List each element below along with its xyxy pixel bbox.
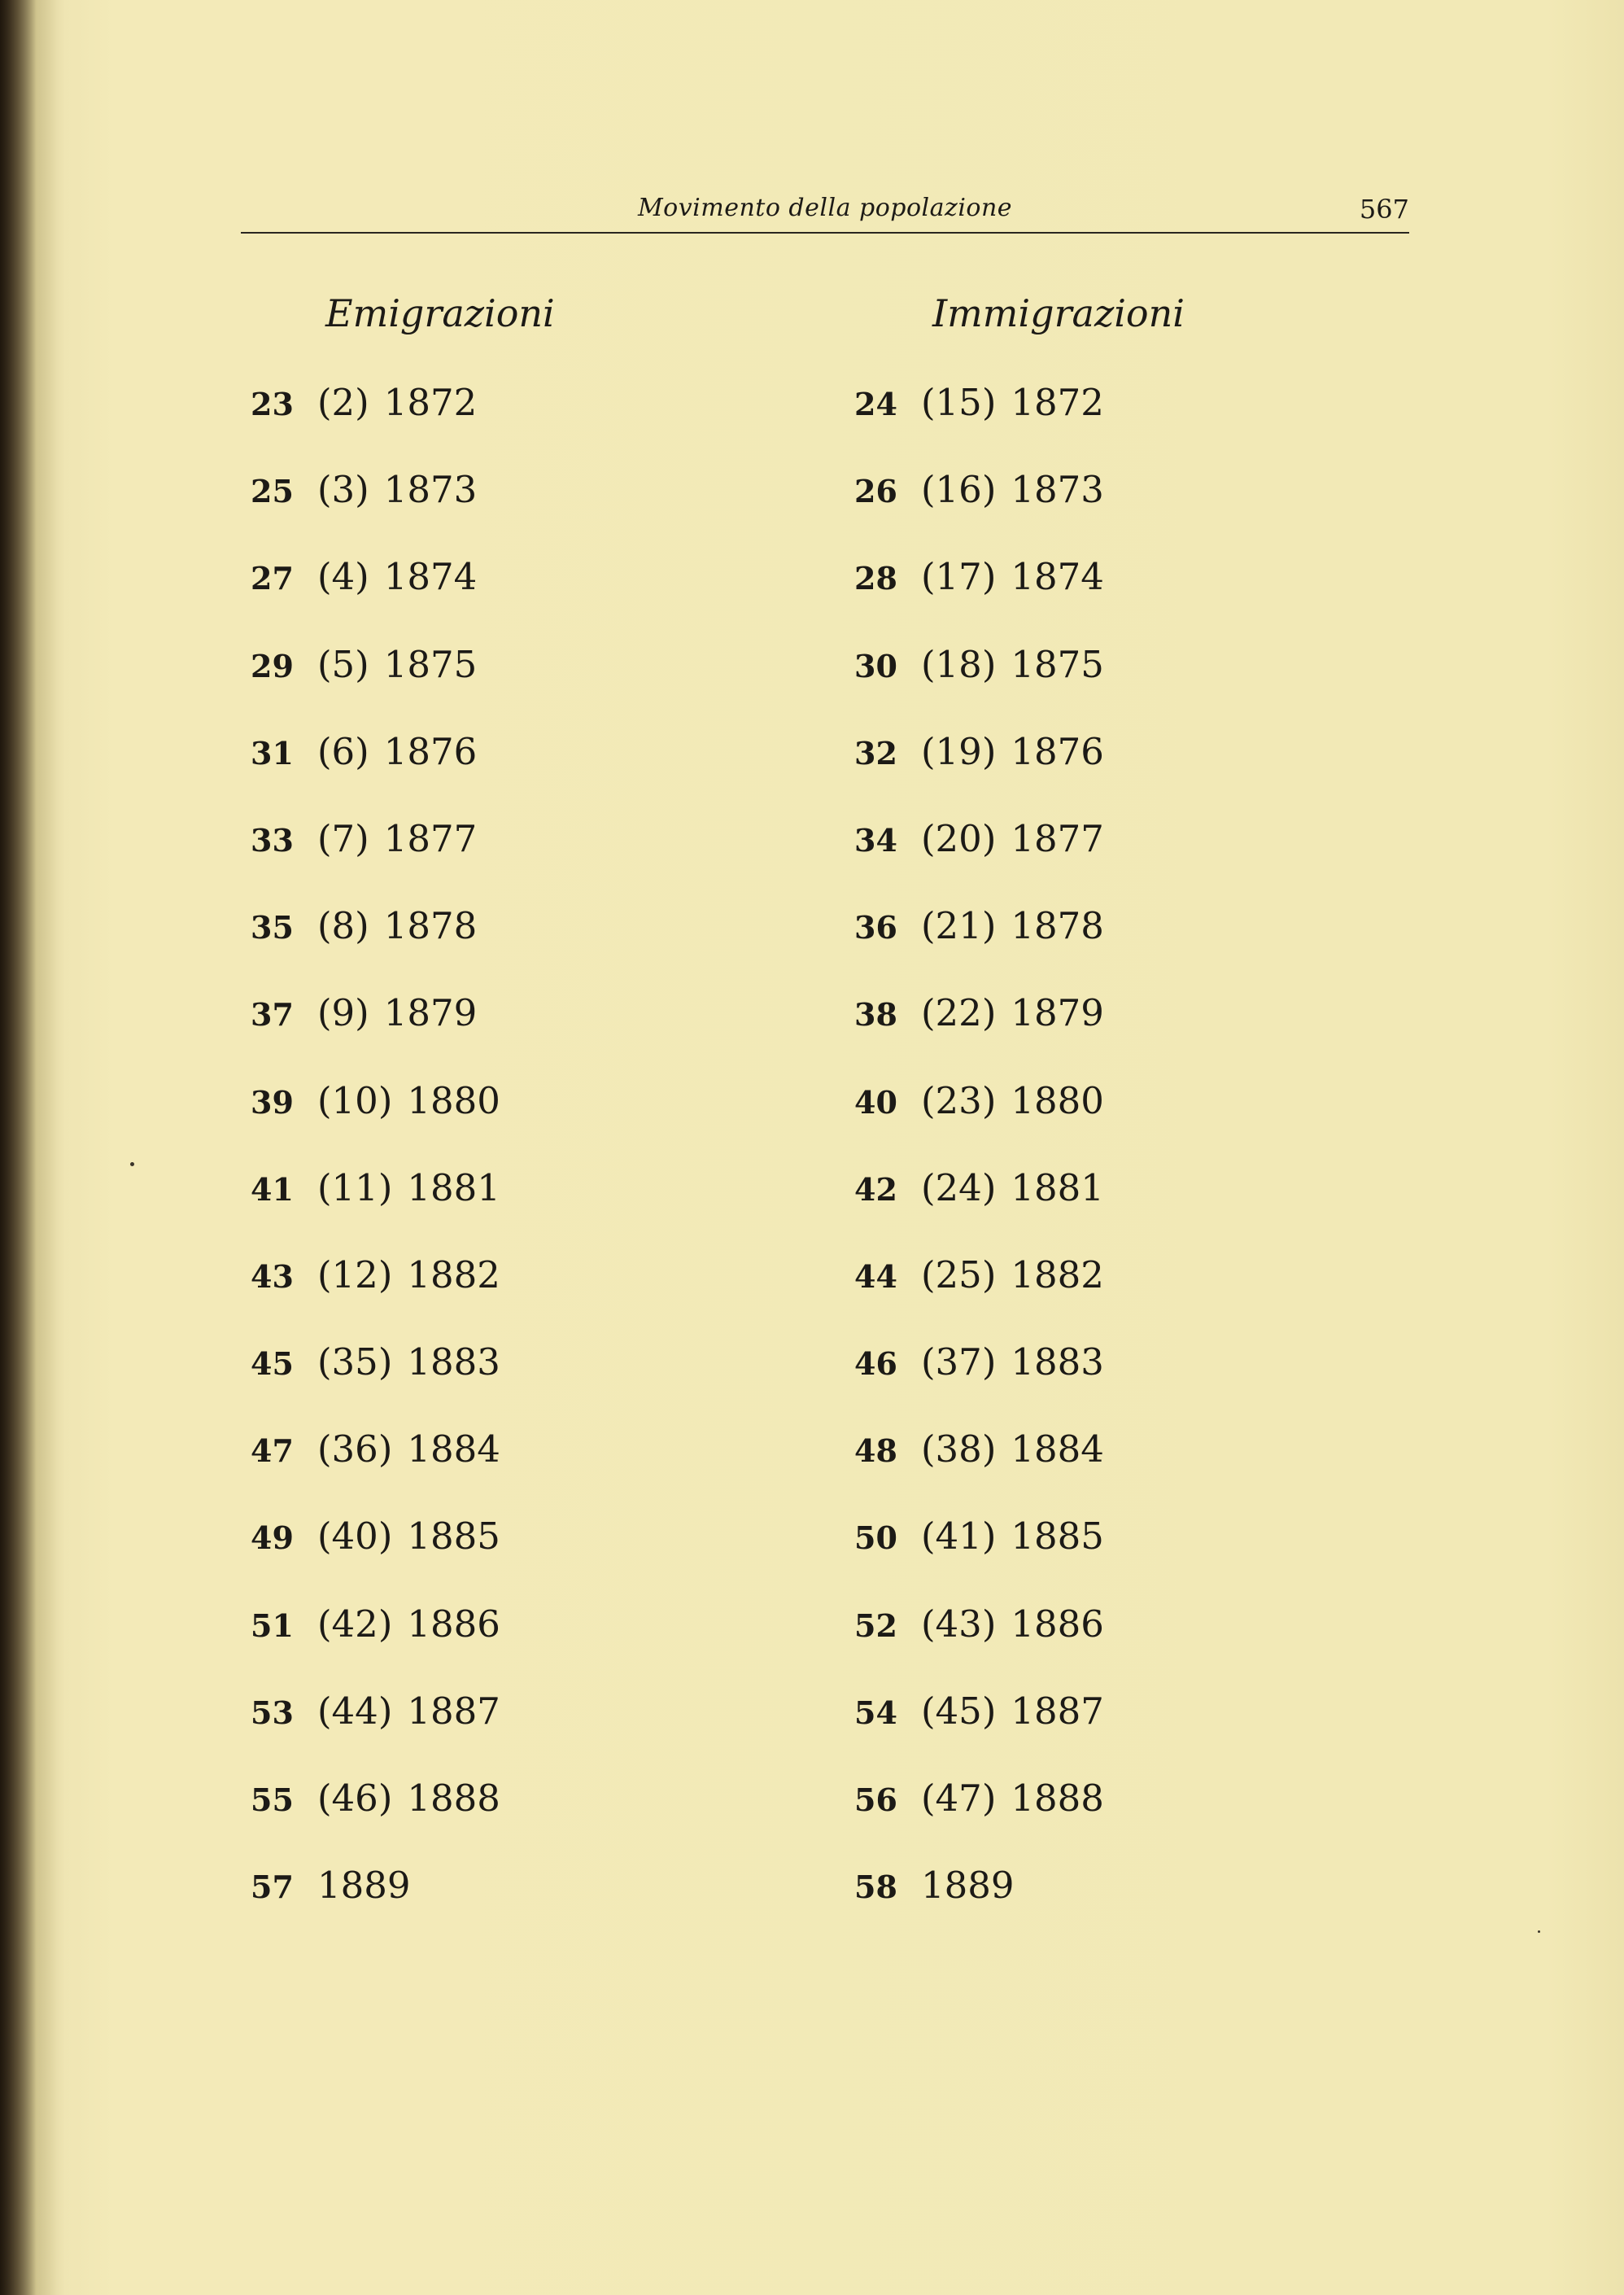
entry-number: 31 [251,734,294,772]
entry-number: 24 [854,386,897,422]
entry-number: 58 [854,1869,897,1906]
list-item [251,555,706,642]
entry-reference: (8) [317,904,369,948]
entry-number: 25 [251,473,294,510]
entry-reference: (40) [317,1515,393,1558]
entry-reference: (10) [317,1078,393,1122]
list-item [854,1864,1310,1951]
entry-year: 1883 [1011,1340,1104,1384]
entry-year: 1874 [383,555,478,599]
entry-year: 1884 [407,1427,500,1471]
entry-reference: (16) [921,468,997,512]
list-item [854,904,1310,991]
list-item [854,643,1310,730]
entry-reference: (36) [317,1427,393,1471]
entry-year: 1882 [407,1252,500,1296]
entry-number: 50 [854,1519,897,1557]
entry-year: 1885 [407,1515,500,1558]
list-item [251,381,706,468]
list-item [251,1340,706,1427]
list-item [854,1340,1310,1427]
list-item [251,1690,706,1777]
list-item [854,468,1310,555]
list-item [251,643,706,730]
entry-number: 35 [251,909,294,946]
list-item [854,1690,1310,1777]
entry-year: 1886 [407,1602,500,1646]
entry-number: 41 [251,1170,294,1208]
entry-year: 1872 [1011,381,1104,424]
entry-number: 44 [854,1257,897,1295]
entry-number: 40 [854,1083,897,1121]
book-gutter [0,0,57,2295]
entry-number: 36 [854,909,897,946]
list-item [251,1777,706,1864]
list-item [251,1515,706,1602]
emigrazioni-list [251,381,706,1951]
entry-number: 45 [251,1345,294,1383]
entry-reference: (9) [317,991,369,1035]
entry-number: 38 [854,996,897,1034]
entry-year: 1889 [921,1864,1015,1908]
entry-reference: (22) [921,991,997,1035]
entry-reference: (15) [921,381,997,424]
entry-number: 39 [251,1083,294,1121]
entry-year: 1888 [1011,1777,1104,1820]
entry-year: 1880 [407,1078,500,1122]
entry-reference: (43) [921,1602,997,1646]
entry-reference: (20) [921,816,997,860]
entry-reference: (6) [317,729,369,773]
entry-year: 1877 [383,816,478,860]
list-item [854,1253,1310,1340]
list-item [854,555,1310,642]
entry-number: 26 [854,473,897,510]
emigrazioni-heading: Emigrazioni [325,291,555,335]
entry-number: 47 [251,1432,294,1470]
entry-reference: (23) [921,1078,997,1122]
list-item [854,1427,1310,1515]
entry-year: 1873 [383,468,478,512]
entry-reference: (38) [921,1427,997,1471]
entry-year: 1878 [1011,904,1104,948]
entry-number: 55 [251,1781,294,1818]
list-item [251,1427,706,1515]
list-item [251,1253,706,1340]
entry-reference: (25) [921,1252,997,1296]
entry-reference: (46) [317,1777,393,1820]
entry-year: 1874 [1011,555,1104,599]
header-rule [241,232,1409,234]
emigrazioni-column [251,285,706,1951]
list-item [251,904,706,991]
entry-number: 42 [854,1170,897,1208]
running-title: Movimento della popolazione [637,194,1013,222]
entry-number: 51 [251,1606,294,1644]
entry-year: 1881 [1011,1165,1104,1209]
entry-number: 53 [251,1694,294,1731]
entry-reference: (42) [317,1602,393,1646]
entry-number: 27 [251,560,294,597]
entry-number: 28 [854,560,897,597]
list-item [854,991,1310,1078]
list-item [251,991,706,1078]
entry-year: 1878 [383,904,478,948]
entry-year: 1887 [407,1689,500,1733]
entry-reference: (18) [921,642,997,686]
list-item [251,468,706,555]
entry-year: 1881 [407,1165,500,1209]
entry-year: 1875 [383,642,478,686]
entry-year: 1885 [1011,1515,1104,1558]
list-item [854,730,1310,817]
immigrazioni-list [854,381,1310,1951]
entry-year: 1879 [1011,991,1104,1035]
entry-year: 1876 [383,729,478,773]
list-item [854,1777,1310,1864]
list-item [251,1602,706,1690]
entry-number: 46 [854,1345,897,1383]
entry-reference: (44) [317,1689,393,1733]
entry-reference: (5) [317,642,369,686]
list-item [854,1515,1310,1602]
entry-number: 56 [854,1781,897,1818]
entry-reference: (24) [921,1165,997,1209]
entry-year: 1882 [1011,1252,1104,1296]
entry-reference: (21) [921,904,997,948]
list-item [251,1864,706,1951]
entry-reference: (41) [921,1515,997,1558]
list-item [854,817,1310,904]
entry-reference: (12) [317,1252,393,1296]
entry-number: 30 [854,647,897,684]
entry-reference: (47) [921,1777,997,1820]
list-item [854,1079,1310,1166]
entry-year: 1872 [383,381,478,424]
list-item [854,1166,1310,1253]
entry-number: 32 [854,734,897,772]
entry-number: 23 [251,386,294,422]
entry-number: 37 [251,996,294,1034]
entry-year: 1884 [1011,1427,1104,1471]
entry-year: 1876 [1011,729,1104,773]
entry-reference: (11) [317,1165,393,1209]
list-item [251,730,706,817]
entry-reference: (37) [921,1340,997,1384]
entry-reference: (45) [921,1689,997,1733]
immigrazioni-heading: Immigrazioni [932,291,1185,335]
entry-year: 1888 [407,1777,500,1820]
entry-reference: (19) [921,729,997,773]
entry-reference: (3) [317,468,369,512]
list-item [854,1602,1310,1690]
list-item [251,1166,706,1253]
entry-number: 34 [854,821,897,859]
entry-number: 33 [251,821,294,859]
entry-number: 43 [251,1257,294,1295]
entry-year: 1883 [407,1340,500,1384]
list-item [854,381,1310,468]
entry-reference: (7) [317,816,369,860]
entry-reference: (35) [317,1340,393,1384]
entry-number: 54 [854,1694,897,1731]
entry-year: 1873 [1011,468,1104,512]
entry-year: 1875 [1011,642,1104,686]
entry-number: 49 [251,1519,294,1557]
list-item [251,817,706,904]
entry-number: 29 [251,647,294,684]
entry-year: 1889 [317,1864,411,1908]
entry-number: 48 [854,1432,897,1470]
list-item [251,1079,706,1166]
entry-number: 52 [854,1606,897,1644]
entry-reference: (4) [317,555,369,599]
immigrazioni-column [854,285,1310,1951]
entry-year: 1880 [1011,1078,1104,1122]
entry-year: 1877 [1011,816,1104,860]
paper-speck [130,1162,134,1166]
entry-reference: (17) [921,555,997,599]
paper-speck [1538,1930,1540,1933]
entry-year: 1887 [1011,1689,1104,1733]
entry-reference: (2) [317,381,369,424]
entry-year: 1886 [1011,1602,1104,1646]
entry-number: 57 [251,1869,294,1906]
entry-year: 1879 [383,991,478,1035]
page-number: 567 [1359,194,1409,225]
